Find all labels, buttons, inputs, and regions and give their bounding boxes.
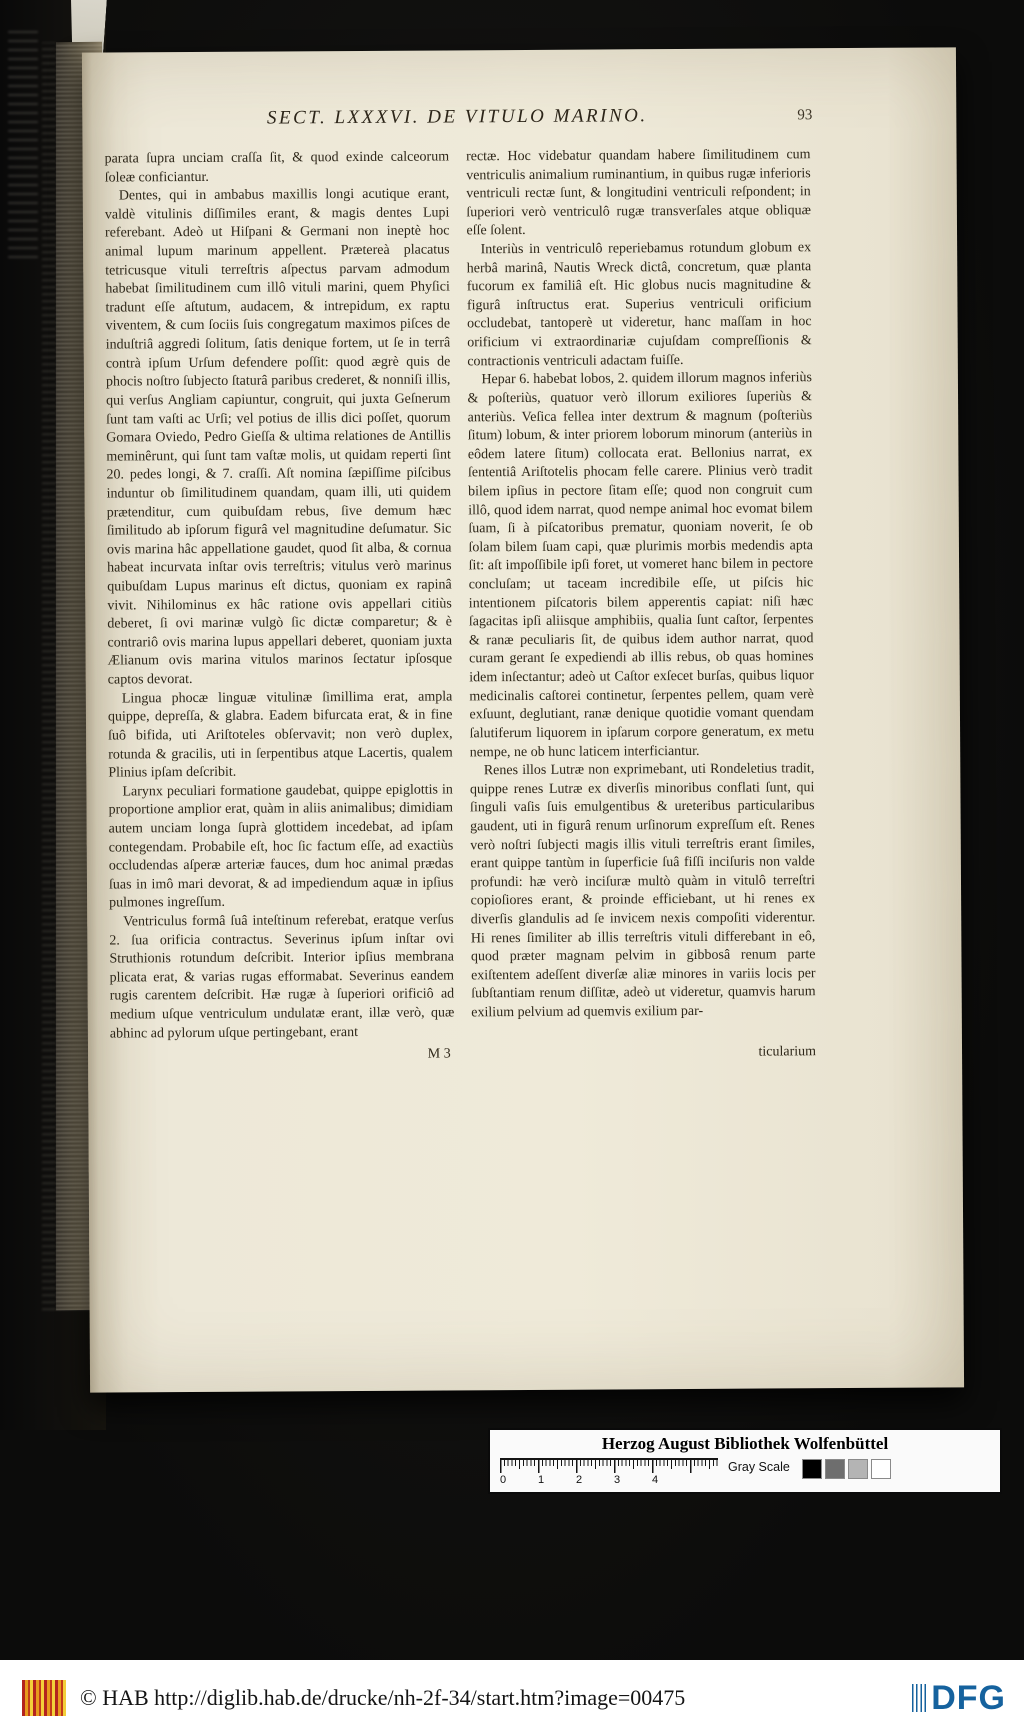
copyright-url: © HAB http://diglib.hab.de/drucke/nh-2f-34/start.htm?image=00475 (80, 1685, 686, 1710)
paragraph: rectæ. Hoc videbatur quandam habere ſimilitudinem cum ventriculis animalium ruminantium, in quibus rugæ inferioris ventriculi rectæ ſunt, & longitudini ventriculi reſpondent; in ſuperiori verò ventriculô rugæ transverſales atque obliquæ eſſe ſolent. (466, 147, 811, 239)
gray-swatch (825, 1459, 845, 1479)
spine-handwriting-marks (8, 28, 38, 258)
image-footer-bar (0, 1660, 1024, 1736)
page-text-block (104, 104, 816, 1071)
paragraph: Larynx peculiari formatione gaudebat, quippe epiglottis in proportione amplior erat, quàm in aliis animalibus; dimidiam autem unciam longa ſuprà glottidem incedebat, ad ipſam contegendam. Probabile eſt, hoc ſic factum eſſe, ad exactiùs occludendas aſperæ arteriæ fauces, dum hoc animal prædas ſuas in imô mari devorat, & ad impediendum aquæ in ipſius pulmones ingreſſum. (108, 782, 454, 911)
ruler-ticks (500, 1458, 718, 1474)
text-columns (105, 146, 816, 1044)
paragraph: Interiùs in ventriculô reperiebamus rotundum globum ex herbâ marinâ, Nautis Wreck dictâ, concretum, quæ planta fucorum ex familiâ eſt. Hic globus nucis magnitudine & figurâ inſtructus erat. Superius ventriculi orificium occludebat, tantoperè ut videretur, hanc maſſam in hoc orificium vi extraordinariæ cujuſdam compreſſionis & contractionis ventriculi adactam fuiſſe. (466, 240, 812, 370)
page-header (104, 104, 813, 138)
catchword: ticularium (758, 1044, 817, 1060)
library-name: Herzog August Bibliothek Wolfenbüttel (601, 1434, 889, 1453)
ruler-number: 4 (651, 1474, 659, 1486)
paragraph: Ventriculus formâ ſuâ inteſtinum referebat, eratque verſus 2. ſua orificia contractus. Severinus ipſum inſtar ovi Struthionis rotundum deſcribit. Interior ipſius membrana plicata erat, & varias rugas efformabat. Severinus eandem rugis carentem deſcribit. Hæ rugæ à ſuperiori orificiô ad medium uſque ventriculum undulatæ erant, illæ verò, quæ abhinc ad pylorum uſque pertingebant, erant (109, 912, 455, 1042)
library-color-card (488, 1428, 1002, 1494)
paragraph: Lingua phocæ linguæ vitulinæ ſimillima erat, ampla quippe, depreſſa, & glabra. Eadem bifurcata erat, & in fine ſuô bifida, uti Ariſtoteles obſervavit; non verò duplex, rotunda & gracilis, uti in ſerpentibus atque Lacertis, qualem Plinius ipſam deſcribit. (107, 689, 453, 781)
ruler-number: 1 (537, 1474, 545, 1486)
ruler-number: 0 (499, 1474, 507, 1486)
measurement-ruler (500, 1458, 718, 1487)
gray-scale-label: Gray Scale (728, 1460, 790, 1474)
calibration-row (500, 1458, 990, 1487)
text-column-left (105, 148, 455, 1043)
paragraph: Dentes, qui in ambabus maxillis longi acutique erant, valdè vitulinis diſſimiles erant, & magis dentes Lupi referebant. Adeò ut Hiſpani & Germani non ineptè hoc animal lupum marinum appellent. Prætereà placatus tetricusque vituli terreſtris aſpectus parvam admodum habebat ſimilitudinem cum illô vituli marini, quem Phyſici tradunt eſſe aſtutum, audacem, & intrepidum, ex raptu viventem, & cum ſociis ſuis congregatum maximos piſces de induſtriâ aggredi ſolitum, ſatis denique fortem, ut ſe in terrâ contrà ipſum Urſum defendere poſſit: quod ægrè quis de phocis noſtro ſubjecto ſtaturâ paribus crederet, & nonniſi illis, qui verſus Angliam capiuntur, congruit, qui juxta Geſnerum ſunt tam vaſti ac Urſi; vel potius de illis dici poſſet, quorum Gomara Oviedo, Pedro Gieſſa & ultima relationes de Antillis meminêrunt, qui ſunt tam vaſtæ molis, ut quidam reperti ſint 20. pedes longi, & 7. craſſi. Aſt nomina ſæpiſſime piſcibus induntur ob ſimilitudinem quandam, quam illi, uti quidem prætenditur, cum quibuſdam rebus, ſive demum hæc ſimilitudo ab ipſorum figurâ vel magnitudine deſumatur. Sic ovis marina hâc appellatione gaudet, quod ſit alba, & cornua habeat incurvata inſtar ovis terreſtris; vitulus verò marinus quibuſdam Lupus marinus eſt dictus, quoniam ex rapinâ vivit. Nihilominus ex hâc ratione ovis appellari citiùs deberet, ſi ovi marinæ vulgò ſic dictæ comparetur; & è contrariô ovis marina lupus appellari deberet, quoniam juxta Ælianum ovis marina vitulos marinos ſectatur ipſosque captos devorat. (104, 186, 453, 688)
ruler-number: 2 (575, 1474, 583, 1486)
paragraph: parata ſupra unciam craſſa ſit, & quod exinde calceorum ſoleæ conficiantur. (104, 149, 450, 186)
dfg-logo-lines-icon (912, 1684, 927, 1712)
page-footline (110, 1044, 816, 1070)
page-number: 93 (797, 107, 813, 124)
book-page (82, 47, 964, 1392)
dfg-logo (912, 1679, 1006, 1718)
paragraph: Hepar 6. habebat lobos, 2. quidem illorum magnos inferiùs & poſteriùs, quatuor verò illorum exiliores ſuperiùs & anteriùs. Veſica fellea inter dextrum & magnum (poſteriùs ſitum) lobum, & inter priorem loborum minorum (anteriùs in eôdem latere ſitum) collocata erat. Bellonius narrat, ex ſententiâ Ariſtotelis phocam felle carere. Plinius verò tradit bilem ipſius in pectore ſitam eſſe; quod non congruit cum illô, quod idem narrat, quod nempe animal hoc evomat bilem ſuam, ſi à piſcatoribus prematur, quoniam noverit, ſe ob ſolam bilem ſuam capi, quæ plurimis morbis medendis apta ſit: aſt impoſſibile ipſi foret, ut vomeret hanc bilem in pectore concluſam; ut taceam incredibile eſſe, ut piſcis hic intentionem piſcatoris bilem apperentis capiat: niſi hæc ſagacitas ipſi aliisque amphibiis, qualia ſunt caſtor, ſerpentes & ranæ peculiaris ſit, de quibus idem author narrat, quod curam gerant ſe expediendi ab illis rebus, ob quas homines idem inſectantur; adeò ut Caſtor exſecet burſas, quibus liquor medicinalis caſtorei continetur, ſerpentes pellem, quam verè exſuunt, deglutiant, ranæ denique quotidie vomant quendam ſalutiferum liquorem in ipſarum corpore generatum, ex metu nempe, ne ob hunc laticem interficiantur. (467, 370, 815, 760)
ruler-numbers (500, 1474, 718, 1487)
ruler-number: 3 (613, 1474, 621, 1486)
gray-swatch (848, 1459, 868, 1479)
section-heading: SECT. LXXXVI. DE VITULO MARINO. (266, 105, 648, 129)
paragraph: Renes illos Lutræ non exprimebant, uti Rondeletius tradit, quippe renes Lutræ ex diverſis minoribus conflati ſunt, qui ſinguli vaſis ſuis emulgentibus & ureteribus particularibus gaudent, uti in figurâ renum urſinorum expreſſum eſt. Renes verò noſtri ſubjecti magis illis vituli terreſtris erant ſimiles, erant quippe tantùm in ſuperficie ſuâ fiſſi inciſuris non valde profundi: hæ verò inciſuræ multò quàm in vitulô terreſtri copioſiores erant, & proinde efficiebant, ut hi renes ex diverſis glandulis ad ſe invicem nexis compoſiti viderentur. Hi renes ſimiliter ab illis terreſtris vituli differebant in eô, quod præter magnam pelvim in gibbosâ renum parte exiſtentem adeſſent diverſæ aliæ minores in variis locis per ſubſtantiam renum diſſitæ, adeò ut videretur, quamvis harum exilium pelvium ad quemvis exilium par- (469, 761, 816, 1021)
gray-scale-swatches (802, 1459, 891, 1479)
gathering-signature: M 3 (427, 1046, 451, 1062)
gray-swatch (802, 1459, 822, 1479)
hab-color-logo-icon (22, 1680, 66, 1716)
gray-swatch (871, 1459, 891, 1479)
dfg-logo-text: DFG (931, 1678, 1006, 1717)
text-column-right (466, 146, 816, 1041)
